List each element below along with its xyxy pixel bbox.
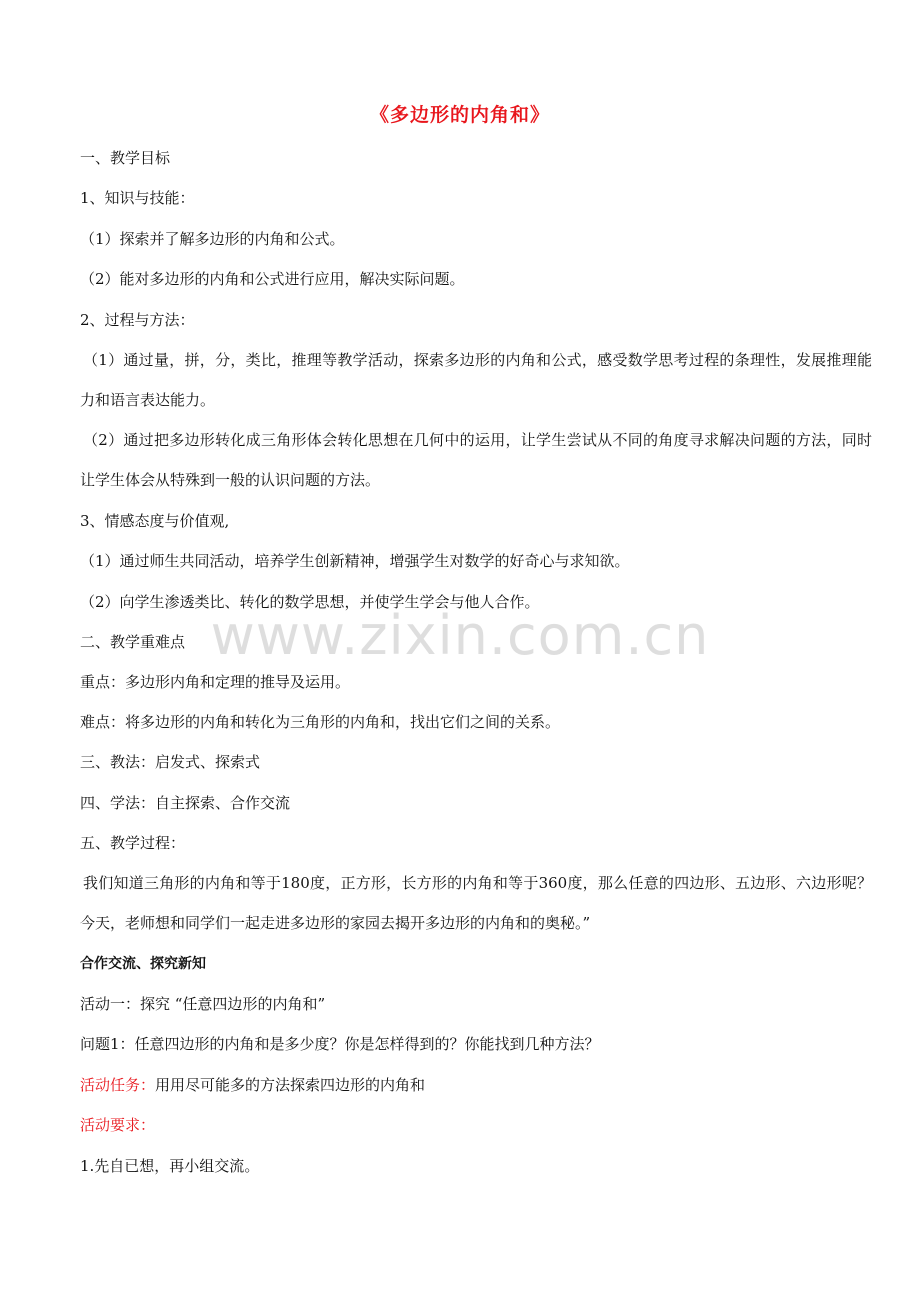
subheading-cooperation: 合作交流、探究新知: [80, 956, 206, 972]
process-item-1: （1）通过量，拼，分，类比，推理等教学活动，探索多边形的内角和公式，感受数学思考过程的条理性，发展推理能力和语言表达能力。: [80, 351, 872, 409]
subheading-knowledge-skills: 1、知识与技能：: [80, 189, 195, 207]
activity-task-label: 活动任务：: [80, 1076, 156, 1094]
process-item-2: （2）通过把多边形转化成三角形体会转化思想在几何中的运用，让学生尝试从不同的角度寻求解决问题的方法，同时让学生体会从特殊到一般的认识问题的方法。: [80, 431, 872, 489]
activity-task-line: [80, 1075, 870, 1095]
question-1-text: 问题1：任意四边形的内角和是多少度？你是怎样得到的？你能找到几种方法？: [80, 1035, 600, 1053]
activity-task-text: 用用尽可能多的方法探索四边形的内角和: [155, 1076, 426, 1094]
section-heading-learning-method: 四、学法：自主探索、合作交流: [80, 794, 291, 812]
introduction-paragraph: 我们知道三角形的内角和等于180度，正方形，长方形的内角和等于360度，那么任意的四边形、五边形、六边形呢？今天，老师想和同学们一起走进多边形的家园去揭开多边形的内角和的奥秘。”: [80, 874, 872, 932]
knowledge-item-1: （1）探索并了解多边形的内角和公式。: [80, 230, 345, 248]
section-heading-key-points: 二、教学重难点: [80, 633, 186, 651]
difficult-point-text: 难点：将多边形的内角和转化为三角形的内角和，找出它们之间的关系。: [80, 713, 561, 731]
section-heading-teaching-method: 三、教法：启发式、探索式: [80, 753, 261, 771]
activity-requirement-label: 活动要求：: [80, 1116, 156, 1134]
document-title: 《多边形的内角和》: [369, 104, 550, 126]
subheading-attitude-values: 3、情感态度与价值观,: [80, 512, 230, 530]
attitude-item-1: （1）通过师生共同活动，培养学生创新精神，增强学生对数学的好奇心与求知欲。: [80, 552, 630, 570]
attitude-item-2: （2）向学生渗透类比、转化的数学思想，并使学生学会与他人合作。: [80, 593, 540, 611]
section-heading-goals: 一、教学目标: [80, 149, 171, 167]
knowledge-item-2: （2）能对多边形的内角和公式进行应用，解决实际问题。: [80, 270, 465, 288]
requirement-item-1: 1.先自已想，再小组交流。: [80, 1157, 260, 1175]
watermark: www.zixin.com.cn: [210, 604, 710, 667]
subheading-process-method: 2、过程与方法：: [80, 311, 195, 329]
activity-one-heading: 活动一：探究 “任意四边形的内角和”: [80, 995, 326, 1013]
section-heading-teaching-process: 五、教学过程：: [80, 834, 186, 852]
key-point-text: 重点：多边形内角和定理的推导及运用。: [80, 673, 351, 691]
